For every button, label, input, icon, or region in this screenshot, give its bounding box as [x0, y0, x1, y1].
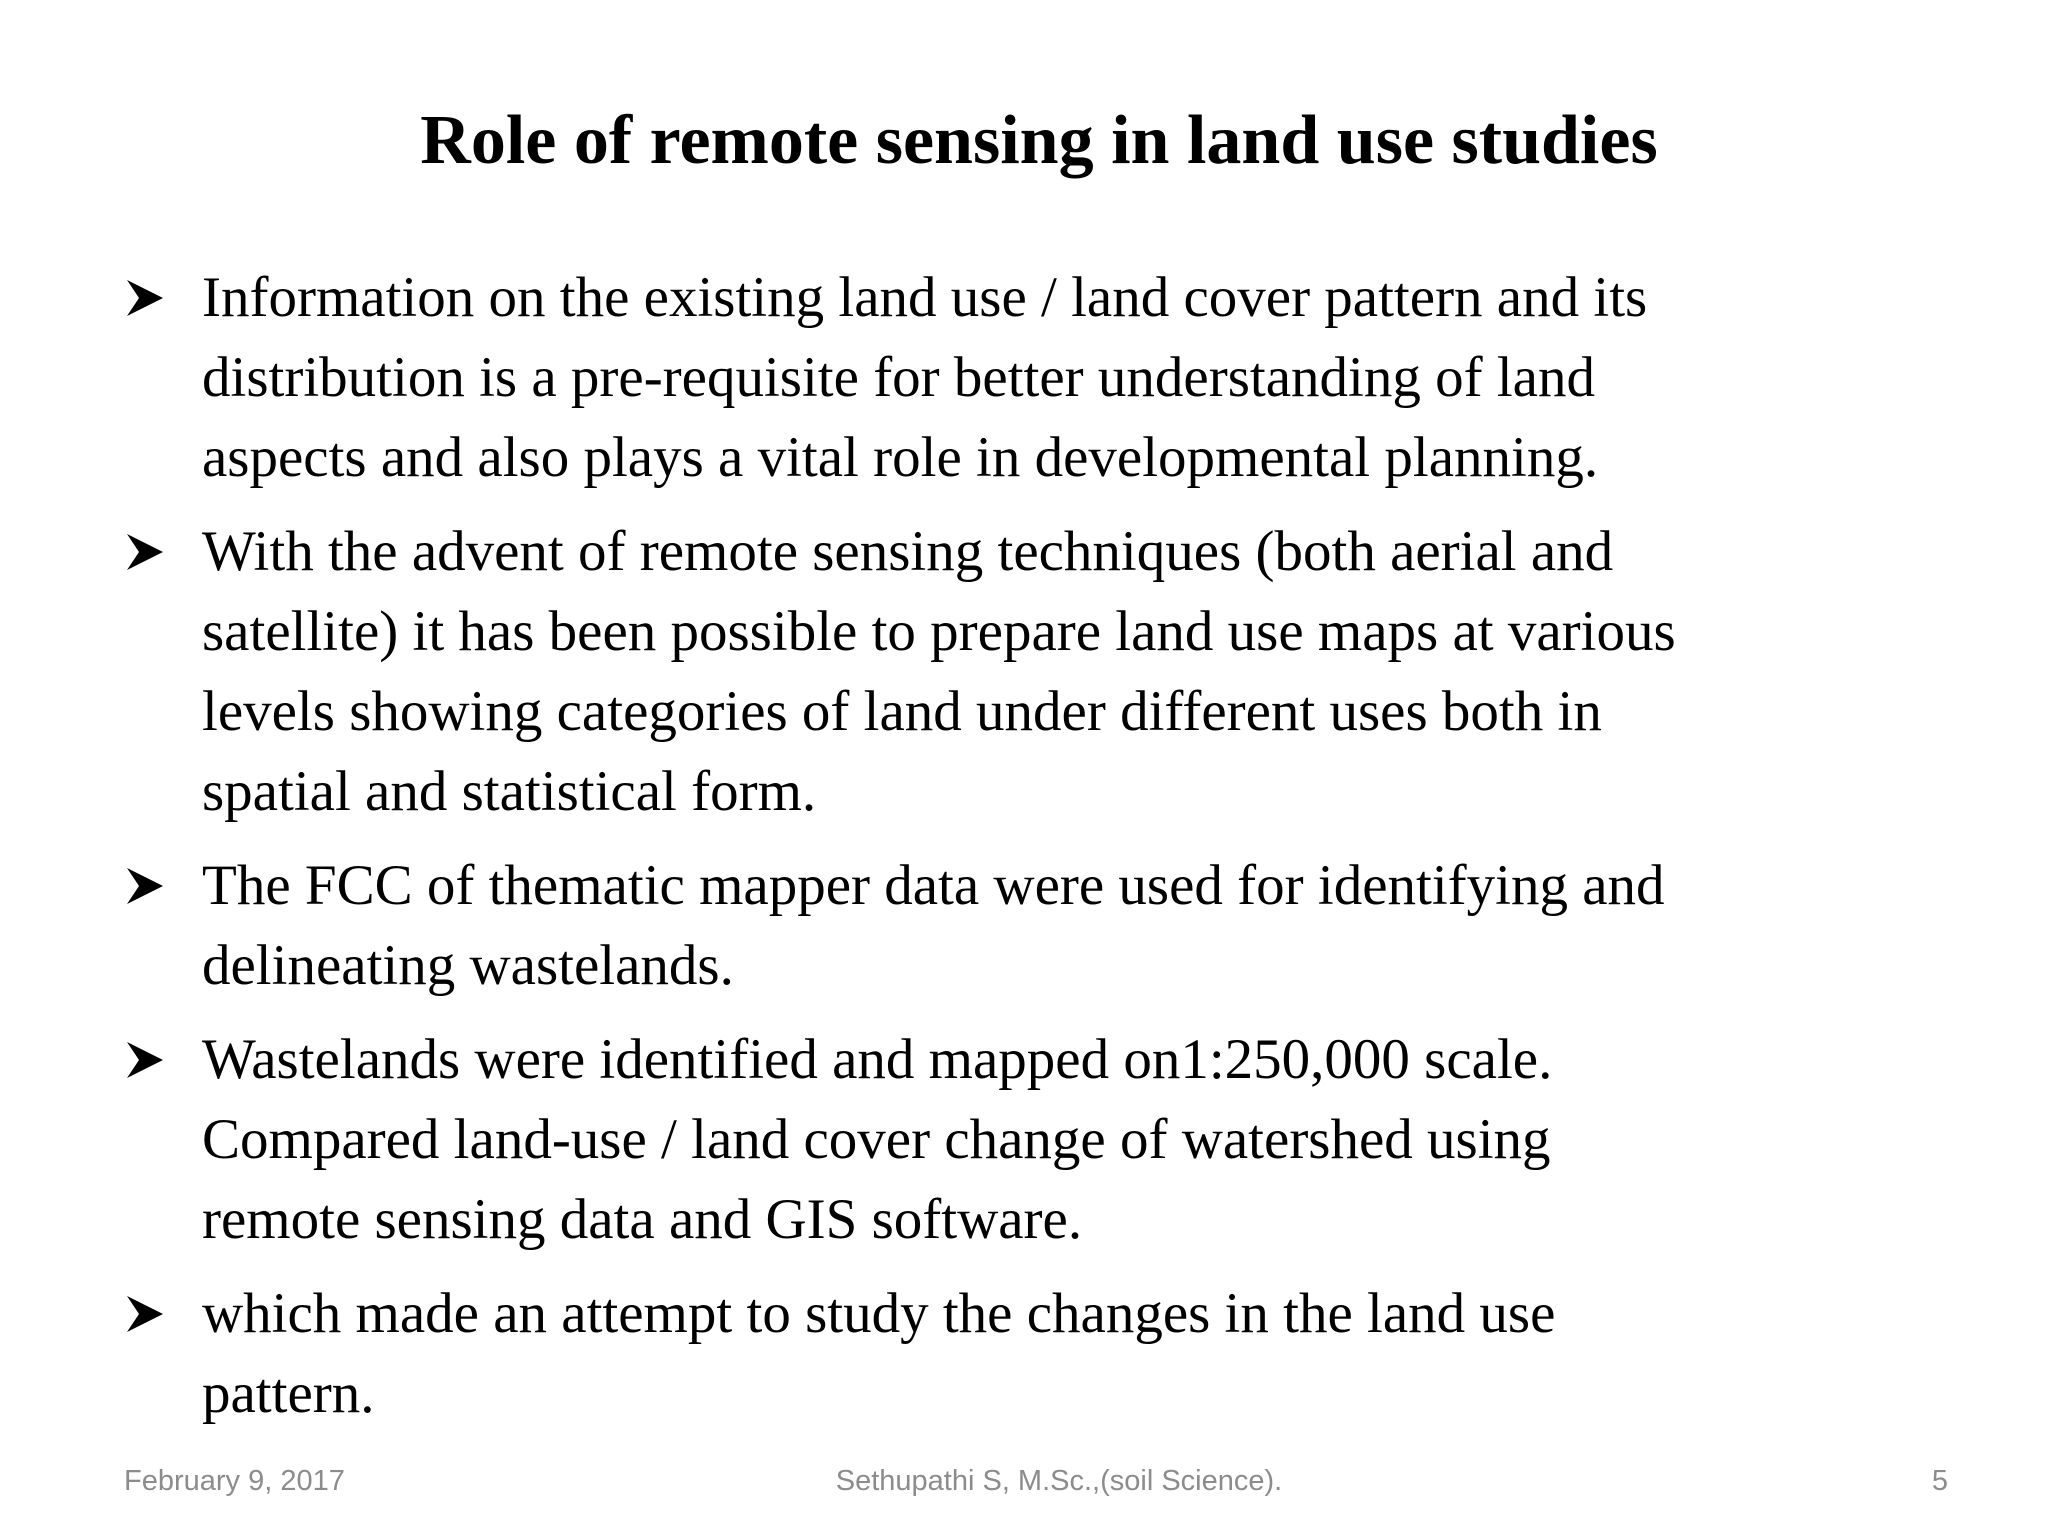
- slide-title: Role of remote sensing in land use studies: [420, 102, 1658, 179]
- footer-author: Sethupathi S, M.Sc.,(soil Science).: [835, 1465, 1283, 1497]
- bullet-line: satellite) it has been possible to prepare land use maps at various: [202, 600, 1676, 663]
- bullet-item: [125, 846, 1925, 1006]
- bullet-list: [125, 258, 1925, 1448]
- bullet-item: [125, 512, 1925, 832]
- bullet-line: Compared land-use / land cover change of watershed using: [202, 1108, 1551, 1171]
- bullet-line: With the advent of remote sensing techniques (both aerial and: [202, 520, 1614, 583]
- arrowhead-bullet-icon: [125, 1294, 165, 1334]
- bullet-line: spatial and statistical form.: [202, 760, 817, 823]
- arrowhead-bullet-icon: [125, 278, 165, 318]
- bullet-line: levels showing categories of land under different uses both in: [202, 680, 1602, 743]
- bullet-item: [125, 1020, 1925, 1260]
- bullet-line: which made an attempt to study the changes in the land use: [202, 1282, 1556, 1345]
- bullet-item: [125, 1274, 1925, 1434]
- bullet-line: pattern.: [202, 1362, 375, 1425]
- footer-date: February 9, 2017: [124, 1465, 345, 1497]
- bullet-line: delineating wastelands.: [202, 934, 734, 997]
- footer-page-number: 5: [1931, 1465, 1948, 1497]
- arrowhead-bullet-icon: [125, 532, 165, 572]
- bullet-line: Wastelands were identified and mapped on1:250,000 scale.: [202, 1028, 1553, 1091]
- bullet-line: distribution is a pre-requisite for better understanding of land: [202, 346, 1595, 409]
- bullet-line: remote sensing data and GIS software.: [202, 1188, 1083, 1251]
- bullet-line: The FCC of thematic mapper data were used for identifying and: [202, 854, 1665, 917]
- bullet-line: aspects and also plays a vital role in developmental planning.: [202, 426, 1599, 489]
- bullet-line: Information on the existing land use / land cover pattern and its: [202, 266, 1648, 329]
- bullet-item: [125, 258, 1925, 498]
- arrowhead-bullet-icon: [125, 866, 165, 906]
- arrowhead-bullet-icon: [125, 1040, 165, 1080]
